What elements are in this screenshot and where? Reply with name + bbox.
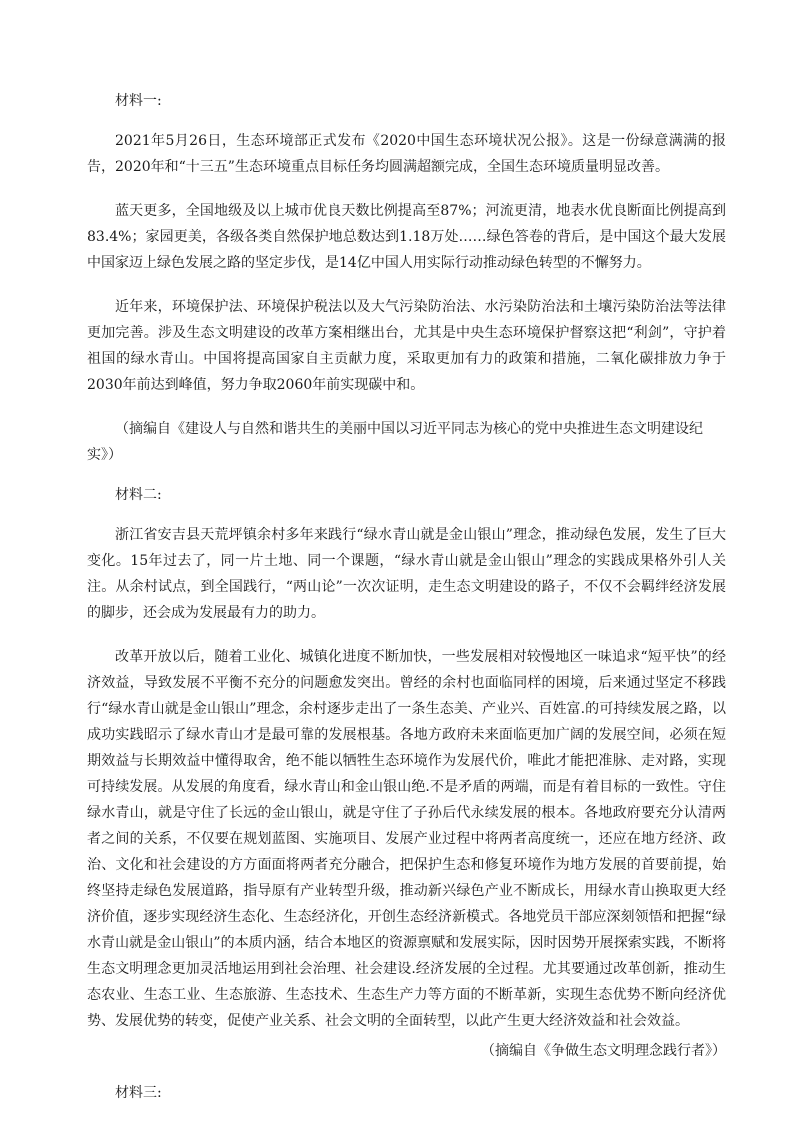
material-three-heading: 材料三:	[115, 1085, 162, 1101]
document-page	[87, 88, 726, 1120]
material-two-paragraph-1: 浙江省安吉县天荒坪镇余村多年来践行“绿水青山就是金山银山”理念，推动绿色发展，发生了巨大变化。15年过去了，同一片土地、同一个课题，“绿水青山就是金山银山”理念的实践成果格外引人关注。从余村试点，到全国践行，“两山论”一次次证明，走生态文明建设的路子，不仅不会羁绊经济发展的脚步，还会成为发展最有力的助力。	[87, 527, 726, 621]
material-two-paragraph-2: 改革开放以后，随着工业化、城镇化进度不断加快，一些发展相对较慢地区一味追求“短平快”的经济效益，导致发展不平衡不充分的问题愈发突出。曾经的余村也面临同样的困境，后来通过坚定不移践行“绿水青山就是金山银山”理念，余村逐步走出了一条生态美、产业兴、百姓富.的可持续发展之路，以成功实践昭示了绿水青山才是最可靠的发展根基。各地方政府未来面临更加广阔的发展空间，必须在短期效益与长期效益中懂得取舍，绝不能以牺牲生态环境作为发展代价，唯此才能把准脉、走对路，实现可持续发展。从发展的角度看，绿水青山和金山银山绝.不是矛盾的两端，而是有着目标的一致性。守住绿水青山，就是守住了长远的金山银山，就是守住了子孙后代永续发展的根本。各地政府要充分认清两者之间的关系，不仅要在规划蓝图、实施项目、发展产业过程中将两者高度统一，还应在地方经济、政治、文化和社会建设的方方面面将两者充分融合，把保护生态和修复环境作为地方发展的首要前提，始终坚持走绿色发展道路，指导原有产业转型升级，推动新兴绿色产业不断成长，用绿水青山换取更大经济价值，逐步实现经济生态化、生态经济化，开创生态经济新模式。各地党员干部应深刻领悟和把握“绿水青山就是金山银山”的本质内涵，结合本地区的资源禀赋和发展实际，因时因势开展探索实践，不断将生态文明理念更加灵活地运用到社会治理、社会建设.经济发展的全过程。尤其要通过改革创新，推动生态农业、生态工业、生态旅游、生态技术、生态生产力等方面的不断革新，实现生态优势不断向经济优势、发展优势的转变，促使产业关系、社会文明的全面转型，以此产生更大经济效益和社会效益。	[87, 649, 726, 1029]
material-one-source: （摘编自《建设人与自然和谐共生的美丽中国以习近平同志为核心的党中央推进生态文明建设纪实》）	[87, 421, 703, 463]
material-two-source: （摘编自《争做生态文明理念践行者》）	[481, 1043, 726, 1059]
material-two-heading: 材料二:	[115, 487, 162, 503]
material-one-paragraph-1: 2021年5月26日，生态环境部正式发布《2020中国生态环境状况公报》。这是一份绿意满满的报告，2020年和“十三五”生态环境重点目标任务均圆满超额完成，全国生态环境质量明显改善。	[87, 133, 726, 175]
material-one-paragraph-2: 蓝天更多，全国地级及以上城市优良天数比例提高至87%；河流更清，地表水优良断面比例提高到83.4%；家园更美，各级各类自然保护地总数达到1.18万处……绿色答卷的背后，是中国这个最大发展中国家迈上绿色发展之路的坚定步伐，是14亿中国人用实际行动推动绿色转型的不懈努力。	[87, 203, 726, 271]
material-one-paragraph-3: 近年来，环境保护法、环境保护税法以及大气污染防治法、水污染防治法和土壤污染防治法等法律更加完善。涉及生态文明建设的改革方案相继出台，尤其是中央生态环境保护督察这把“利剑”，守护着祖国的绿水青山。中国将提高国家自主贡献力度，采取更加有力的政策和措施，二氧化碳排放力争于2030年前达到峰值，努力争取2060年前实现碳中和。	[87, 299, 726, 393]
material-one-heading: 材料一:	[115, 93, 162, 109]
